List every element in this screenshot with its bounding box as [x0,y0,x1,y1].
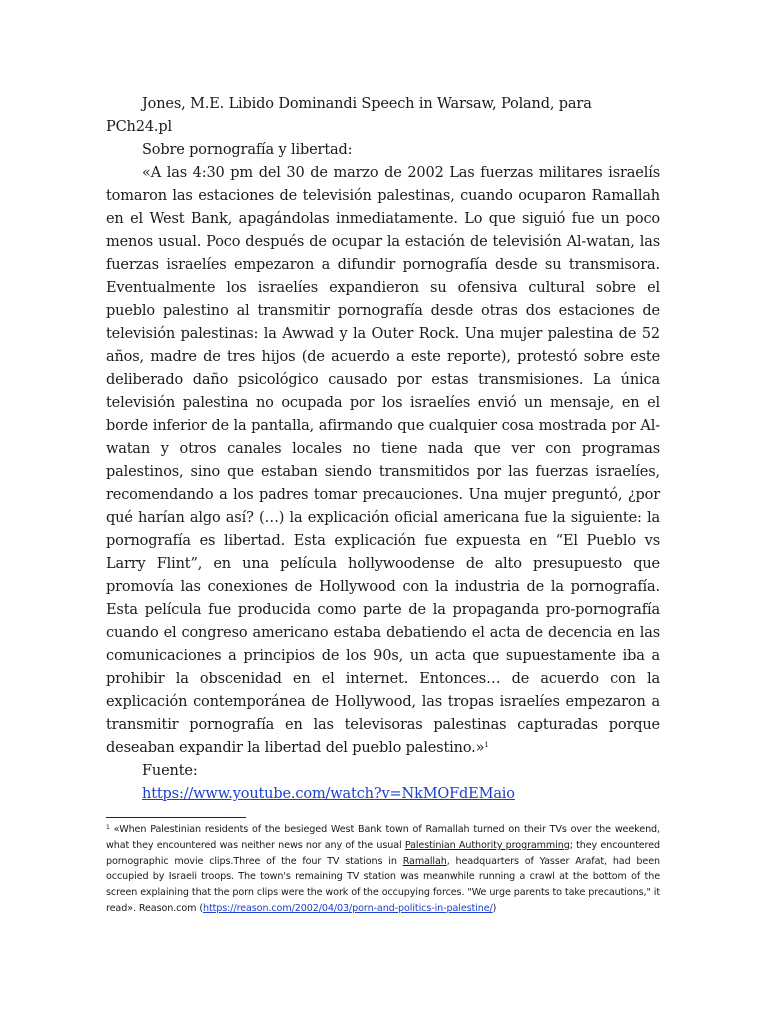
footnote-number: 1 [106,824,110,831]
footnote-separator [106,817,246,818]
footnote-link-ramallah[interactable]: Ramallah [402,855,447,867]
footnote-reference[interactable]: 1 [484,741,489,749]
source-link-line [106,783,660,806]
quote-paragraph [106,162,660,760]
footnote-text-2: ; they encountered pornographic movie clips.Three of the four TV stations in [106,839,660,867]
footnote-text-1: «When Palestinian residents of the besieged West Bank town of Ramallah turned on their TVs over the weekend, what they encountered was neither news nor any of the usual [106,824,660,851]
footnote-reason-link[interactable]: https://reason.com/2002/04/03/porn-and-politics-in-palestine/ [202,902,493,914]
footnote [106,822,660,917]
subtitle: Sobre pornografía y libertad: [142,142,353,158]
source-link[interactable]: https://www.youtube.com/watch?v=NkMOFdEMaio [142,786,515,802]
footnote-text-4: ) [492,902,497,914]
footnote-text-3: , headquarters of Yasser Arafat, had been occupied by Israeli troops. The town's remaining TV station was meanwhile running a crawl at the bottom of the screen explaining that the porn clips were the work of the occupying forces. "We urge parents to take precautions," it read». Reason.com ( [106,855,660,914]
source-label: Fuente: [142,763,198,779]
quote-text: «A las 4:30 pm del 30 de marzo de 2002 Las fuerzas militares israelís tomaron las estaciones de televisión palestinas, cuando ocuparon Ramallah en el West Bank, apagándolas inmediatamente. Lo que siguió fue un poco menos usual. Poco después de ocupar la estación de televisión Al-watan, las fuerzas israelíes empezaron a difundir pornografía desde su transmisora. Eventualmente los israelíes expandieron su ofensiva cultural sobre el pueblo palestino al transmitir pornografía desde otras dos estaciones de televisión palestinas: la Awwad y la Outer Rock. Una mujer palestina de 52 años, madre de tres hijos (de acuerdo a este reporte), protestó sobre este deliberado daño psicológico causado por estas transmisiones. La única televisión palestina no ocupada por los israelíes envió un mensaje, en el borde inferior de la pantalla, afirmando que cualquier cosa mostrada por Al-watan y otros canales locales no tiene nada que ver con programas palestinos, sino que estaban siendo transmitidos por las fuerzas israelíes, recomendando a los padres tomar precauciones. Una mujer preguntó, ¿por qué harían algo así? (…) la explicación oficial americana fue la siguiente: la pornografía es libertad. Esta explicación fue expuesta en “El Pueblo vs Larry Flint”, en una película hollywoodense de alto presupuesto que promovía las conexiones de Hollywood con la industria de la pornografía. Esta película fue producida como parte de la propaganda pro-pornografía cuando el congreso americano estaba debatiendo el acta de decencia en las comunicaciones a principios de los 90s, un acta que supuestamente iba a prohibir la obscenidad en el internet. Entonces… de acuerdo con la explicación contemporánea de Hollywood, las tropas israelíes empezaron a transmitir pornografía en las televisoras palestinas capturadas porque deseaban expandir la libertad del pueblo palestino.» [106,165,660,756]
footnote-link-pa-programming[interactable]: Palestinian Authority programming [404,839,570,851]
body-text [106,93,660,806]
citation-line: Jones, M.E. Libido Dominandi Speech in Warsaw, Poland, para PCh24.pl [106,96,592,135]
